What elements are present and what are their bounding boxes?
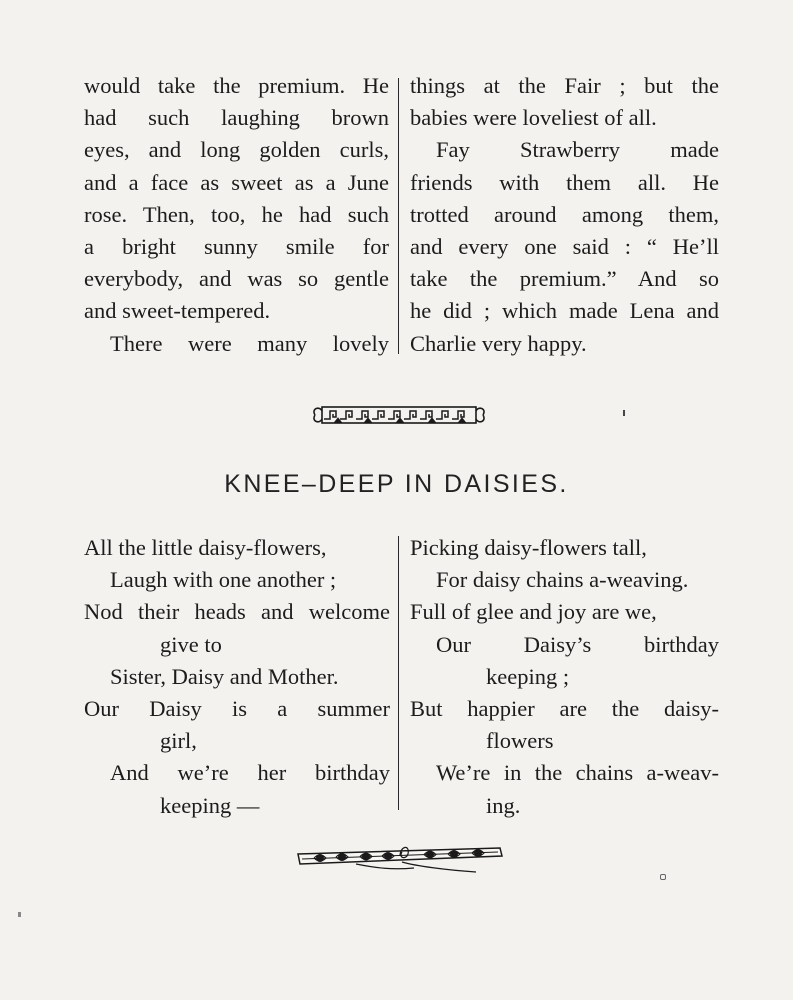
- poem-line: Full of glee and joy are we,: [410, 599, 657, 625]
- prose-left-column: [84, 70, 389, 360]
- prose-section: [84, 70, 720, 360]
- prose-line: trotted around among them,: [410, 201, 719, 227]
- poem-title: KNEE–DEEP IN DAISIES.: [224, 470, 569, 498]
- prose-line: and every one said : “ He’ll: [410, 233, 719, 259]
- prose-line: he did ; which made Lena and: [410, 298, 719, 324]
- poem-line: All the little daisy-flowers,: [84, 535, 327, 560]
- prose-line: take the premium.” And so: [410, 266, 719, 292]
- poem-left-column: [84, 532, 390, 822]
- poem-line: girl,: [160, 728, 197, 754]
- poem-line: keeping ;: [486, 663, 570, 689]
- daisy-chain-ornament-icon: [296, 842, 504, 876]
- poem-line: And we’re her birthday: [110, 760, 390, 786]
- greek-key-ornament-icon: [312, 402, 486, 428]
- poem-line: flowers: [486, 728, 554, 754]
- poem-section: [84, 532, 720, 822]
- poem-line: But happier are the daisy-: [410, 695, 719, 721]
- prose-line: Fay Strawberry made: [436, 137, 719, 163]
- print-speck: [660, 874, 666, 880]
- poem-right-column: [410, 532, 719, 822]
- prose-line: things at the Fair ; but the: [410, 73, 719, 98]
- prose-right-column: [410, 70, 719, 360]
- print-speck: [623, 410, 625, 416]
- print-speck: [18, 912, 21, 917]
- prose-line: There were many lovely: [110, 330, 389, 356]
- prose-line: a bright sunny smile for: [84, 233, 389, 259]
- prose-line: would take the premium. He: [84, 73, 389, 98]
- poem-line: keeping —: [160, 792, 260, 818]
- poem-line: Laugh with one another ;: [110, 567, 337, 593]
- poem-line: Nod their heads and welcome: [84, 599, 390, 625]
- poem-line: Our Daisy is a summer: [84, 695, 390, 721]
- prose-line: Charlie very happy.: [410, 330, 587, 356]
- prose-line: and a face as sweet as a June: [84, 169, 389, 195]
- column-divider: [398, 78, 399, 354]
- poem-line: Picking daisy-flowers tall,: [410, 535, 647, 560]
- poem-line: give to: [160, 631, 222, 657]
- prose-line: eyes, and long golden curls,: [84, 137, 389, 163]
- prose-line: and sweet-tempered.: [84, 298, 271, 324]
- prose-line: babies were loveliest of all.: [410, 105, 657, 131]
- prose-line: friends with them all. He: [410, 169, 719, 195]
- column-divider: [398, 536, 399, 810]
- poem-line: Sister, Daisy and Mother.: [110, 663, 339, 689]
- poem-line: Our Daisy’s birthday: [436, 631, 719, 657]
- prose-line: rose. Then, too, he had such: [84, 201, 389, 227]
- poem-line: We’re in the chains a-weav-: [436, 760, 719, 786]
- poem-line: For daisy chains a-weaving.: [436, 567, 689, 593]
- poem-line: ing.: [486, 792, 521, 818]
- prose-line: had such laughing brown: [84, 105, 389, 131]
- prose-line: everybody, and was so gentle: [84, 266, 389, 292]
